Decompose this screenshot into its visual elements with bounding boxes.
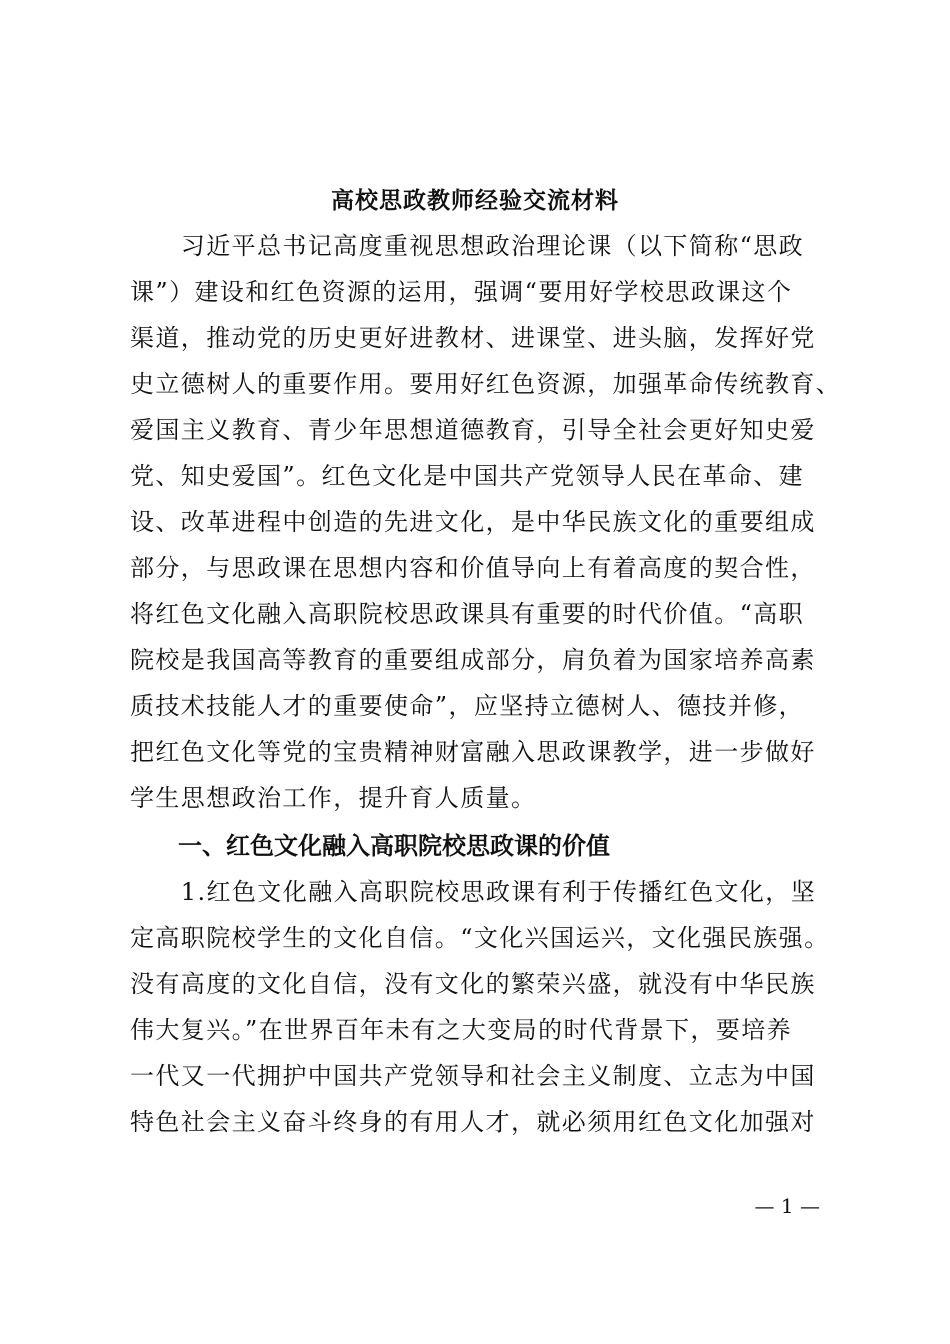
paragraph-line: 学生思想政治工作，提升育人质量。 [130, 784, 537, 812]
paragraph-line: 设、改革进程中创造的先进文化，是中华民族文化的重要组成 [130, 508, 816, 536]
paragraph-line: 将红色文化融入高职院校思政课具有重要的时代价值。“高职 [130, 600, 805, 628]
paragraph-line: 质技术技能人才的重要使命”，应坚持立德树人、德技并修， [130, 692, 805, 720]
paragraph-line: 1.红色文化融入高职院校思政课有利于传播红色文化，坚 [130, 878, 817, 906]
paragraph-line: 院校是我国高等教育的重要组成部分，肩负着为国家培养高素 [130, 646, 816, 674]
paragraph-line: 伟大复兴。”在世界百年未有之大变局的时代背景下，要培养 [130, 1016, 793, 1044]
paragraph-line: 党、知史爱国”。红色文化是中国共产党领导人民在革命、建 [130, 462, 805, 490]
paragraph-line: 渠道，推动党的历史更好进教材、进课堂、进头脑，发挥好党 [130, 324, 816, 352]
paragraph-line: 习近平总书记高度重视思想政治理论课（以下简称“思政 [130, 232, 805, 260]
paragraph-line: 特色社会主义奋斗终身的有用人才，就必须用红色文化加强对 [130, 1108, 816, 1136]
page-number: — 1 — [754, 1194, 820, 1218]
paragraph-line: 部分，与思政课在思想内容和价值导向上有着高度的契合性， [130, 554, 816, 582]
paragraph-line: 一代又一代拥护中国共产党领导和社会主义制度、立志为中国 [130, 1062, 816, 1090]
section-heading: 一、红色文化融入高职院校思政课的价值 [178, 832, 610, 860]
document-title: 高校思政教师经验交流材料 [331, 187, 619, 214]
paragraph-line: 没有高度的文化自信，没有文化的繁荣兴盛，就没有中华民族 [130, 970, 816, 998]
paragraph-line: 爱国主义教育、青少年思想道德教育，引导全社会更好知史爱 [130, 416, 816, 444]
paragraph-line: 定高职院校学生的文化自信。“文化兴国运兴，文化强民族强。 [130, 924, 830, 952]
paragraph-line: 史立德树人的重要作用。要用好红色资源，加强革命传统教育、 [130, 370, 842, 398]
paragraph-line: 课”）建设和红色资源的运用，强调“要用好学校思政课这个 [130, 278, 793, 306]
paragraph-line: 把红色文化等党的宝贵精神财富融入思政课教学，进一步做好 [130, 738, 816, 766]
